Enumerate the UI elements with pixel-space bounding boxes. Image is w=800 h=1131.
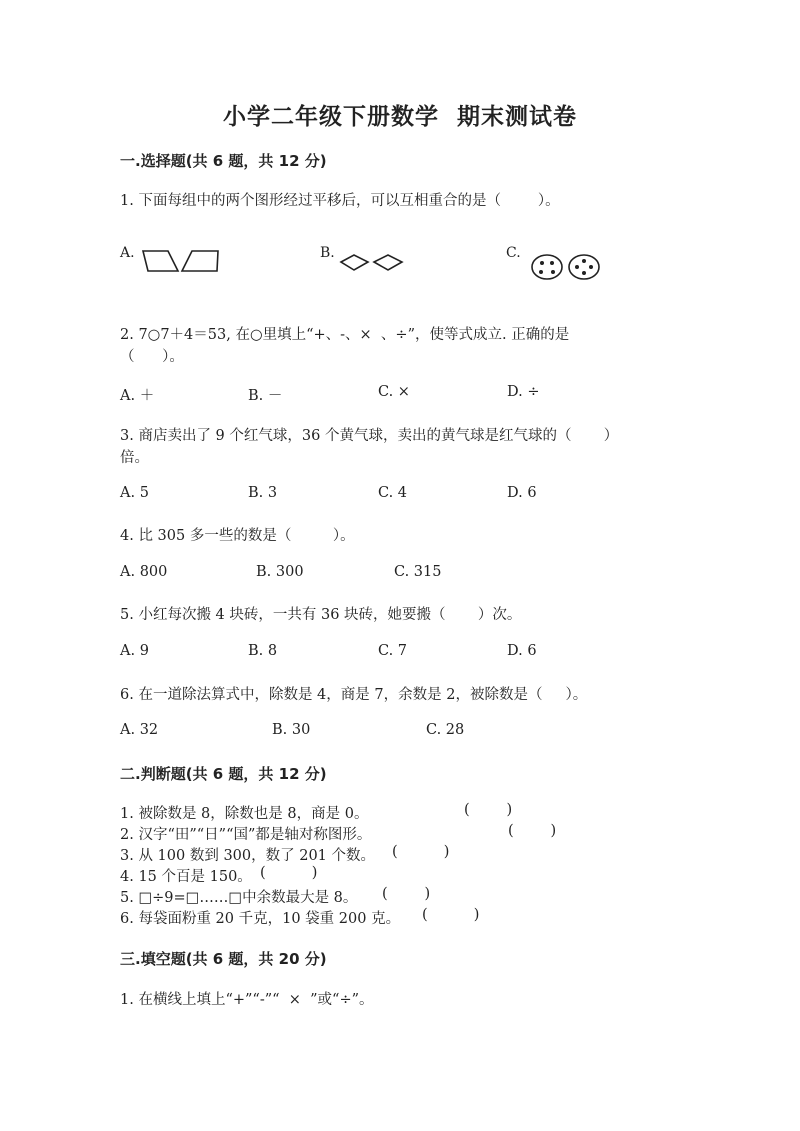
question-6-text: 6. 在一道除法算式中，除数是 4，商是 7，余数是 2，被除数是（ ）。 xyxy=(120,687,588,703)
question-5-text: 5. 小红每次搬 4 块砖，一共有 36 块砖，她要搬（ ）次。 xyxy=(120,607,522,623)
question-3-line-1: 3. 商店卖出了 9 个红气球，36 个黄气球，卖出的黄气球是红气球的（ ） xyxy=(120,428,619,444)
question-2-line-1: 2. 7○7＋4＝53, 在○里填上“+、-、× 、÷”，使等式成立. 正确的是 xyxy=(120,327,570,343)
q3-option-b: B. 3 xyxy=(248,485,278,501)
question-2-line-2: （ ）。 xyxy=(120,349,184,365)
question-4-text: 4. 比 305 多一些的数是（ ）。 xyxy=(120,528,355,544)
judgement-answer-bracket: ( ) xyxy=(422,907,480,923)
judgement-answer-bracket: ( ) xyxy=(392,844,450,860)
q6-option-b: B. 30 xyxy=(272,722,311,738)
q1-option-a-label: A. xyxy=(120,245,135,261)
q3-option-c: C. 4 xyxy=(378,485,408,501)
fill-in-question-1: 1. 在横线上填上“+”“-”“ × ”或“÷”。 xyxy=(120,992,374,1008)
q5-option-d: D. 6 xyxy=(507,643,537,659)
q1-option-c-label: C. xyxy=(506,245,521,261)
q6-option-a: A. 32 xyxy=(120,722,159,738)
judgement-answer-bracket: ( ) xyxy=(260,865,318,881)
judgement-item: 2. 汉字“田”“日”“国”都是轴对称图形。 xyxy=(120,827,372,843)
q3-option-a: A. 5 xyxy=(120,485,149,501)
q2-option-a: A. ＋ xyxy=(120,388,155,404)
q4-option-a: A. 800 xyxy=(120,564,168,580)
judgement-item: 4. 15 个百是 150。 xyxy=(120,869,252,885)
judgement-item: 6. 每袋面粉重 20 千克，10 袋重 200 克。 xyxy=(120,911,401,927)
section-heading-choice: 一.选择题(共 6 题，共 12 分) xyxy=(120,152,327,170)
judgement-item: 1. 被除数是 8，除数也是 8，商是 0。 xyxy=(120,806,369,822)
q4-option-c: C. 315 xyxy=(394,564,442,580)
q2-option-d: D. ÷ xyxy=(507,384,540,400)
question-1-text: 1. 下面每组中的两个图形经过平移后，可以互相重合的是（ ）。 xyxy=(120,193,560,209)
judgement-answer-bracket: ( ) xyxy=(508,823,557,839)
q5-option-c: C. 7 xyxy=(378,643,408,659)
q2-option-c: C. × xyxy=(378,384,410,400)
diamond-icon xyxy=(338,252,408,276)
page-title: 小学二年级下册数学 期末测试卷 xyxy=(222,104,577,130)
q3-option-d: D. 6 xyxy=(507,485,537,501)
section-heading-judgement: 二.判断题(共 6 题，共 12 分) xyxy=(120,765,327,783)
q6-option-c: C. 28 xyxy=(426,722,465,738)
q5-option-b: B. 8 xyxy=(248,643,278,659)
judgement-item: 3. 从 100 数到 300，数了 201 个数。 xyxy=(120,848,376,864)
q4-option-b: B. 300 xyxy=(256,564,304,580)
q2-option-b: B. － xyxy=(248,388,283,404)
parallelogram-icon xyxy=(140,248,230,274)
q5-option-a: A. 9 xyxy=(120,643,149,659)
judgement-answer-bracket: ( ) xyxy=(382,886,431,902)
section-heading-fill-in: 三.填空题(共 6 题，共 20 分) xyxy=(120,950,327,968)
dotted-circle-icon xyxy=(528,252,608,286)
judgement-item: 5. □÷9=□……□中余数最大是 8。 xyxy=(120,890,358,906)
judgement-answer-bracket: ( ) xyxy=(464,802,513,818)
question-3-line-2: 倍。 xyxy=(120,450,149,466)
q1-option-b-label: B. xyxy=(320,245,335,261)
